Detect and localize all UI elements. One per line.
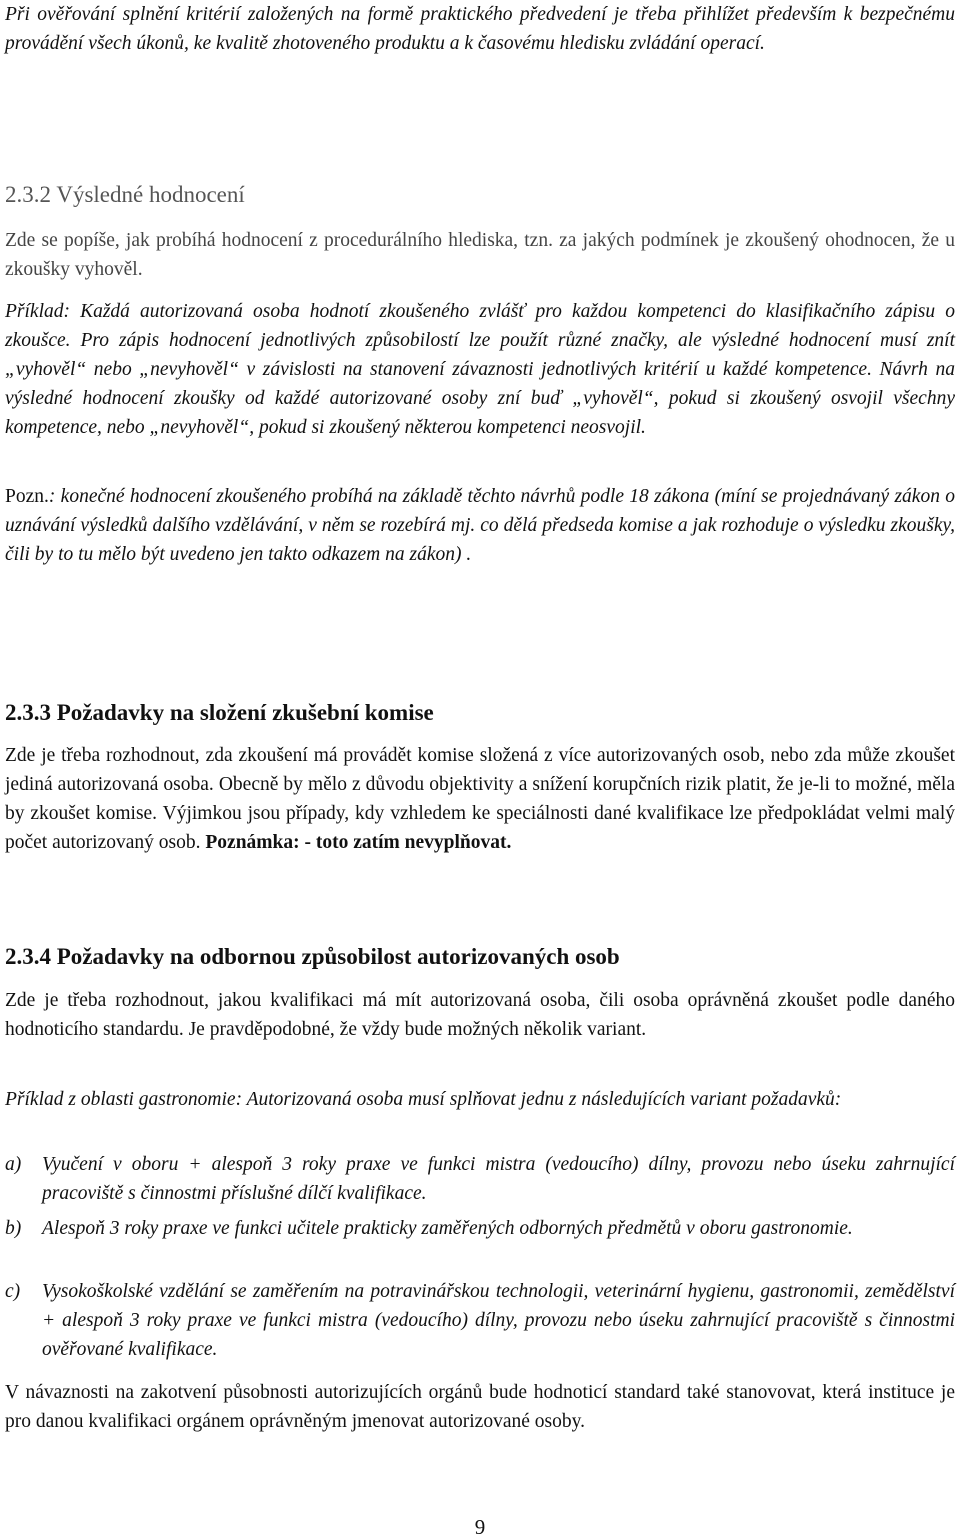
heading-2-3-4: 2.3.4 Požadavky na odbornou způsobilost autorizovaných osob [5,944,620,969]
paragraph-evaluation-criteria: Při ověřování splnění kritérií založených na formě praktického předvedení je třeba přihlížet především k bezpečnému provádění všech úkonů, ke kvalitě zhotoveného produktu a k časovému hledisku zvládání operací. [5,4,955,54]
note-text: : konečné hodnocení zkoušeného probíhá na základě těchto návrhů podle 18 zákona (míní se projednávaný zákon o uznávání výsledků dalšího vzdělávání, v něm se rozebírá mj. co dělá předseda komise a jak rozhoduje o výsledku zkoušky, čili by to tu mělo být uvedeno jen takto odkazem na zákon) . [5,486,955,565]
paragraph-gastronomy-example: Příklad z oblasti gastronomie: Autorizovaná osoba musí splňovat jednu z následujících variant požadavků: [5,1089,842,1110]
list-text: Vyučení v oboru + alespoň 3 roky praxe ve funkci mistra (vedoucího) dílny, provozu nebo úseku zahrnující pracoviště s činnostmi příslušné dílčí kvalifikace. [42,1154,955,1204]
list-label: a) [5,1154,22,1175]
paragraph-final-evaluation: Zde se popíše, jak probíhá hodnocení z procedurálního hlediska, tzn. za jakých podmínek je zkoušený ohodnocen, že u zkoušky vyhověl. [5,230,955,280]
list-text: Vysokoškolské vzdělání se zaměřením na potravinářskou technologii, veterinární hygienu, gastronomii, zemědělství + alespoň 3 roky praxe ve funkci mistra (vedoucího) dílny, provozu nebo úseku zahrnující pracoviště s činnostmi ověřované kvalifikace. [42,1281,955,1360]
list-label: b) [5,1218,22,1239]
list-label: c) [5,1281,21,1302]
note-label: Pozn. [5,486,49,507]
paragraph-note [5,482,955,569]
paragraph-competence: V návaznosti na zakotvení působnosti autorizujících orgánů bude hodnoticí standard také stanovovat, která instituce je pro danou kvalifikaci orgánem oprávněným jmenovat autorizované osoby. [5,1382,955,1432]
page-number: 9 [474,1515,486,1539]
list-item-c [5,1277,955,1364]
list-item-b [5,1214,955,1272]
list-item-a [5,1150,955,1208]
heading-2-3-3: 2.3.3 Požadavky na složení zkušební komise [5,700,434,725]
paragraph-example-evaluation: Příklad: Každá autorizovaná osoba hodnotí zkoušeného zvlášť pro každou kompetenci do klasifikačního zápisu o zkoušce. Pro zápis hodnocení jednotlivých způsobilostí lze použít různé značky, ale výsledné hodnocení musí znít „vyhověl“ nebo „nevyhověl“ v závislosti na stanovení závaznosti jednotlivých kritérií u každé kompetence. Návrh na výsledné hodnocení zkoušky od každé autorizované osoby zní buď „vyhověl“, pokud si zkoušený osvojil všechny kompetence, nebo „nevyhověl“, pokud si zkoušený některou kompetenci neosvojil. [5,301,955,438]
commission-note: Poznámka: - toto zatím nevyplňovat. [205,832,512,853]
paragraph-commission [5,741,955,857]
list-text: Alespoň 3 roky praxe ve funkci učitele prakticky zaměřených odborných předmětů v oboru gastronomie. [42,1218,853,1239]
commission-text: Zde je třeba rozhodnout, zda zkoušení má provádět komise složená z více autorizovaných osob, nebo zda může zkoušet jediná autorizovaná osoba. Obecně by mělo z důvodu objektivity a snížení korupčních rizik platit, že je-li to možné, měla by zkoušet komise. Výjimkou jsou případy, kdy vzhledem ke speciálnosti dané kvalifikace lze předpokládat velmi malý počet autorizovaný osob. [5,745,955,853]
heading-2-3-2: 2.3.2 Výsledné hodnocení [5,182,245,207]
paragraph-qualification: Zde je třeba rozhodnout, jakou kvalifikaci má mít autorizovaná osoba, čili osoba oprávněná zkoušet podle daného hodnoticího standardu. Je pravděpodobné, že vždy bude možných několik variant. [5,990,955,1040]
